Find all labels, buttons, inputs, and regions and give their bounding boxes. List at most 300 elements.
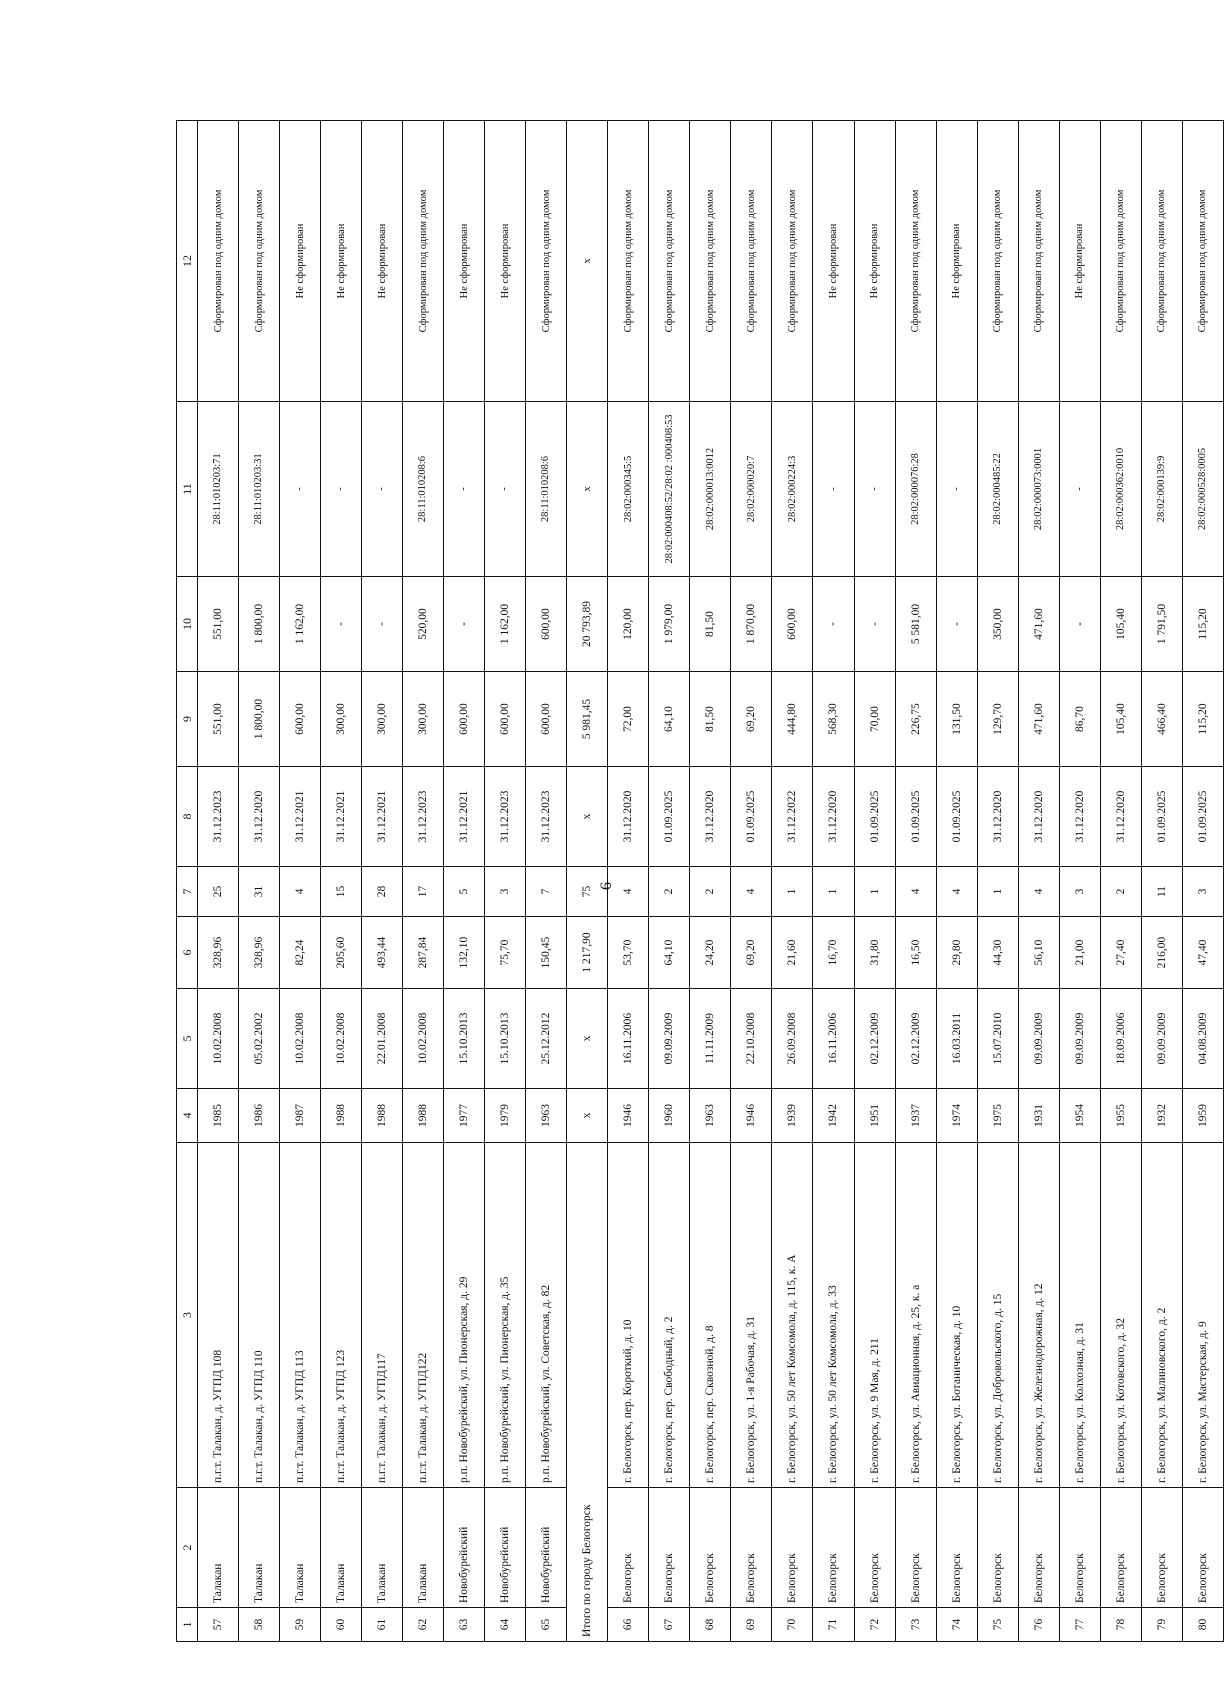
table-cell: 600,00 [772, 577, 813, 672]
table-cell: 1 [772, 867, 813, 917]
table-cell: Белогорск [1182, 1488, 1223, 1608]
table-cell: 2 [1100, 867, 1141, 917]
table-cell: 68 [690, 1608, 731, 1642]
table-cell: 31.12.2023 [485, 767, 526, 867]
table-cell: 1954 [1059, 1089, 1100, 1143]
subtotal-cell: x [567, 767, 608, 867]
table-cell: 29,80 [936, 917, 977, 989]
table-cell: 1963 [526, 1089, 567, 1143]
table-cell: 1 979,00 [649, 577, 690, 672]
table-cell: 63 [444, 1608, 485, 1642]
table-cell: - [1059, 577, 1100, 672]
table-cell: 15.07.2010 [977, 989, 1018, 1089]
table-cell: 1 [977, 867, 1018, 917]
column-number-header: 9 [177, 672, 198, 767]
table-cell: Талакан [362, 1488, 403, 1608]
table-cell: 216,00 [1141, 917, 1182, 989]
table-cell: 115,20 [1182, 577, 1223, 672]
table-cell: Сформирован под одним домом [1182, 121, 1223, 402]
table-cell: 73 [895, 1608, 936, 1642]
table-cell: Не сформирован [854, 121, 895, 402]
table-cell: - [813, 402, 854, 577]
table-cell: 04.08.2009 [1182, 989, 1223, 1089]
table-cell: 01.09.2025 [854, 767, 895, 867]
table-cell: Сформирован под одним домом [649, 121, 690, 402]
table-cell: 28:02:000139:9 [1141, 402, 1182, 577]
table-cell: Белогорск [649, 1488, 690, 1608]
table-cell: 5 [444, 867, 485, 917]
table-cell: г. Белогорск, ул. 9 Мая, д. 211 [854, 1143, 895, 1488]
table-cell: 1960 [649, 1089, 690, 1143]
table-cell: 18.09.2006 [1100, 989, 1141, 1089]
subtotal-cell: 20 793,89 [567, 577, 608, 672]
table-cell: 5 581,00 [895, 577, 936, 672]
subtotal-cell: 1 217,90 [567, 917, 608, 989]
table-cell: 1974 [936, 1089, 977, 1143]
table-cell: - [444, 402, 485, 577]
table-row [690, 121, 731, 1642]
table-cell: - [362, 577, 403, 672]
table-cell: Не сформирован [280, 121, 321, 402]
table-row [772, 121, 813, 1642]
column-number-header: 10 [177, 577, 198, 672]
table-cell: 22.01.2008 [362, 989, 403, 1089]
table-cell: 75 [977, 1608, 1018, 1642]
table-cell: 28:02:000528:0005 [1182, 402, 1223, 577]
table-cell: г. Белогорск, ул. Добровольского, д. 15 [977, 1143, 1018, 1488]
table-cell: Сформирован под одним домом [1018, 121, 1059, 402]
subtotal-cell: x [567, 121, 608, 402]
table-cell: - [280, 402, 321, 577]
table-cell: 300,00 [321, 672, 362, 767]
table-cell: 80 [1182, 1608, 1223, 1642]
table-cell: г. Белогорск, ул. Котовского, д. 32 [1100, 1143, 1141, 1488]
table-cell: 01.09.2025 [936, 767, 977, 867]
table-cell: 4 [1018, 867, 1059, 917]
column-number-header: 11 [177, 402, 198, 577]
table-cell: 31.12.2020 [813, 767, 854, 867]
table-row [1141, 121, 1182, 1642]
table-cell: 65 [526, 1608, 567, 1642]
table-cell: 31.12.2020 [1059, 767, 1100, 867]
table-row [1182, 121, 1223, 1642]
table-cell: 1 800,00 [239, 577, 280, 672]
table-cell: 57 [198, 1608, 239, 1642]
table-cell: Белогорск [936, 1488, 977, 1608]
table-cell: Сформирован под одним домом [1141, 121, 1182, 402]
table-cell: Сформирован под одним домом [608, 121, 649, 402]
table-cell: 15 [321, 867, 362, 917]
table-cell: 70 [772, 1608, 813, 1642]
table-cell: - [813, 577, 854, 672]
table-cell: 1979 [485, 1089, 526, 1143]
table-cell: 64 [485, 1608, 526, 1642]
table-cell: 1951 [854, 1089, 895, 1143]
table-cell: г. Белогорск, ул. Мастерская, д. 9 [1182, 1143, 1223, 1488]
table-cell: 1987 [280, 1089, 321, 1143]
table-cell: 25 [198, 867, 239, 917]
table-cell: 4 [895, 867, 936, 917]
column-number-header: 2 [177, 1488, 198, 1608]
subtotal-row [567, 121, 608, 1642]
subtotal-cell: x [567, 402, 608, 577]
table-cell: 64,10 [649, 917, 690, 989]
table-cell: 31.12.2020 [608, 767, 649, 867]
table-cell: 3 [1059, 867, 1100, 917]
table-cell: - [936, 577, 977, 672]
column-number-header: 3 [177, 1143, 198, 1488]
table-cell: 22.10.2008 [731, 989, 772, 1089]
table-row [362, 121, 403, 1642]
table-cell: Белогорск [813, 1488, 854, 1608]
table-cell: 16,50 [895, 917, 936, 989]
column-number-row [177, 121, 198, 1642]
table-cell: 471,60 [1018, 672, 1059, 767]
subtotal-cell: x [567, 1089, 608, 1143]
table-cell: 2 [649, 867, 690, 917]
table-cell: 28:02:000073:0001 [1018, 402, 1059, 577]
table-cell: 02.12.2009 [895, 989, 936, 1089]
table-cell: 01.09.2025 [649, 767, 690, 867]
table-cell: 28:02:000362:0010 [1100, 402, 1141, 577]
table-cell: Сформирован под одним домом [895, 121, 936, 402]
table-cell: 1963 [690, 1089, 731, 1143]
table-cell: 64,10 [649, 672, 690, 767]
page-number: 6 [598, 882, 615, 890]
table-row [649, 121, 690, 1642]
table-cell: 328,96 [198, 917, 239, 989]
table-cell: 1985 [198, 1089, 239, 1143]
table-cell: г. Белогорск, ул. Авиационная, д. 25, к. а [895, 1143, 936, 1488]
table-cell: 44,30 [977, 917, 1018, 989]
column-number-header: 12 [177, 121, 198, 402]
table-cell: 131,50 [936, 672, 977, 767]
table-cell: Сформирован под одним домом [198, 121, 239, 402]
table-cell: Белогорск [608, 1488, 649, 1608]
table-cell: 28:02:000485:22 [977, 402, 1018, 577]
table-cell: г. Белогорск, ул. Малиновского, д. 2 [1141, 1143, 1182, 1488]
table-cell: 471,60 [1018, 577, 1059, 672]
table-cell: 78 [1100, 1608, 1141, 1642]
table-row [731, 121, 772, 1642]
table-cell: р.п. Новобурейский, ул. Советская, д. 82 [526, 1143, 567, 1488]
table-cell: 31.12.2020 [977, 767, 1018, 867]
table-row [1018, 121, 1059, 1642]
table-cell: 10.02.2008 [198, 989, 239, 1089]
table-cell: Не сформирован [321, 121, 362, 402]
table-cell: 31.12.2020 [239, 767, 280, 867]
table-cell: 31.12.2021 [362, 767, 403, 867]
table-cell: 31.12.2021 [444, 767, 485, 867]
table-cell: 31,80 [854, 917, 895, 989]
table-cell: 61 [362, 1608, 403, 1642]
table-cell: Талакан [403, 1488, 444, 1608]
table-cell: 28:02:000408:52/28:02 :000408:53 [649, 402, 690, 577]
table-cell: г. Белогорск, ул. 50 лет Комсомола, д. 33 [813, 1143, 854, 1488]
table-cell: 31.12.2023 [198, 767, 239, 867]
table-cell: 1955 [1100, 1089, 1141, 1143]
table-cell: г. Белогорск, ул. Ботаническая, д. 10 [936, 1143, 977, 1488]
table-cell: Талакан [280, 1488, 321, 1608]
table-cell: 01.09.2025 [1182, 767, 1223, 867]
table-cell: 4 [936, 867, 977, 917]
column-number-header: 1 [177, 1608, 198, 1642]
table-cell: 1 162,00 [280, 577, 321, 672]
table-cell: 28:11:010208:6 [526, 402, 567, 577]
table-cell: Белогорск [1018, 1488, 1059, 1608]
table-row [198, 121, 239, 1642]
table-cell: 28:02:000076:28 [895, 402, 936, 577]
table-cell: 28:02:000345:5 [608, 402, 649, 577]
table-cell: 466,40 [1141, 672, 1182, 767]
table-cell: 69 [731, 1608, 772, 1642]
table-cell: 21,00 [1059, 917, 1100, 989]
table-cell: п.г.т. Талакан, д. УГПД122 [403, 1143, 444, 1488]
table-cell: 69,20 [731, 672, 772, 767]
table-cell: 15.10.2013 [485, 989, 526, 1089]
table-cell: 11 [1141, 867, 1182, 917]
table-cell: 205,60 [321, 917, 362, 989]
table-cell: 71 [813, 1608, 854, 1642]
table-cell: Не сформирован [936, 121, 977, 402]
table-cell: 28:11:010208:6 [403, 402, 444, 577]
table-cell: Талакан [239, 1488, 280, 1608]
table-cell: 17 [403, 867, 444, 917]
table-cell: 31.12.2020 [1018, 767, 1059, 867]
table-cell: 16,70 [813, 917, 854, 989]
table-cell: 328,96 [239, 917, 280, 989]
table-cell: 81,50 [690, 672, 731, 767]
table-cell: 09.09.2009 [1141, 989, 1182, 1089]
table-cell: 31 [239, 867, 280, 917]
table-cell: Талакан [198, 1488, 239, 1608]
table-cell: Не сформирован [362, 121, 403, 402]
table-cell: Не сформирован [444, 121, 485, 402]
table-cell: 115,20 [1182, 672, 1223, 767]
table-cell: 01.09.2025 [1141, 767, 1182, 867]
table-cell: 493,44 [362, 917, 403, 989]
table-cell: Сформирован под одним домом [403, 121, 444, 402]
table-cell: г. Белогорск, пер. Сквозной, д. 8 [690, 1143, 731, 1488]
table-cell: 1937 [895, 1089, 936, 1143]
table-cell: 01.09.2025 [895, 767, 936, 867]
table-cell: 287,84 [403, 917, 444, 989]
table-cell: 1988 [362, 1089, 403, 1143]
table-cell: Белогорск [1100, 1488, 1141, 1608]
table-cell: 82,24 [280, 917, 321, 989]
table-cell: Сформирован под одним домом [731, 121, 772, 402]
table-row [239, 121, 280, 1642]
table-cell: р.п. Новобурейский, ул. Пионерская, д. 29 [444, 1143, 485, 1488]
column-number-header: 7 [177, 867, 198, 917]
table-row [403, 121, 444, 1642]
table-cell: - [485, 402, 526, 577]
table-cell: Новобурейский [485, 1488, 526, 1608]
table-cell: 4 [608, 867, 649, 917]
table-cell: - [321, 402, 362, 577]
table-cell: 02.12.2009 [854, 989, 895, 1089]
table-cell: - [362, 402, 403, 577]
table-row [936, 121, 977, 1642]
table-row [977, 121, 1018, 1642]
table-cell: Не сформирован [813, 121, 854, 402]
table-cell: 86,70 [1059, 672, 1100, 767]
table-cell: Белогорск [690, 1488, 731, 1608]
table-cell: 47,40 [1182, 917, 1223, 989]
table-cell: 31.12.2020 [690, 767, 731, 867]
table-cell: 53,70 [608, 917, 649, 989]
table-cell: 01.09.2025 [731, 767, 772, 867]
table-cell: - [321, 577, 362, 672]
table-cell: п.г.т. Талакан, д. УГПД 110 [239, 1143, 280, 1488]
table-cell: 10.02.2008 [280, 989, 321, 1089]
table-cell: Сформирован под одним домом [526, 121, 567, 402]
table-cell: Сформирован под одним домом [772, 121, 813, 402]
table-cell: Белогорск [1059, 1488, 1100, 1608]
table-cell: 28:02:000224:3 [772, 402, 813, 577]
table-cell: 1 870,00 [731, 577, 772, 672]
table-cell: г. Белогорск, ул. 1-я Рабочая, д. 31 [731, 1143, 772, 1488]
table-cell: 16.03.2011 [936, 989, 977, 1089]
table-cell: Новобурейский [444, 1488, 485, 1608]
column-number-header: 6 [177, 917, 198, 989]
table-cell: Не сформирован [485, 121, 526, 402]
table-cell: 26.09.2008 [772, 989, 813, 1089]
table-cell: 70,00 [854, 672, 895, 767]
table-cell: - [854, 402, 895, 577]
table-cell: 67 [649, 1608, 690, 1642]
table-cell: 132,10 [444, 917, 485, 989]
table-cell: г. Белогорск, ул. Железнодорожная, д. 12 [1018, 1143, 1059, 1488]
table-cell: 600,00 [280, 672, 321, 767]
table-cell: Белогорск [895, 1488, 936, 1608]
table-cell: 1939 [772, 1089, 813, 1143]
table-cell: 1988 [321, 1089, 362, 1143]
table-cell: 62 [403, 1608, 444, 1642]
table-cell: 28:11:010203:31 [239, 402, 280, 577]
table-cell: 28:11:010203:71 [198, 402, 239, 577]
table-body [198, 121, 1224, 1642]
table-cell: 1 [854, 867, 895, 917]
table-cell: 350,00 [977, 577, 1018, 672]
column-number-header: 5 [177, 989, 198, 1089]
table-row [1059, 121, 1100, 1642]
table-cell: 1931 [1018, 1089, 1059, 1143]
table-cell: 28:02:000020:7 [731, 402, 772, 577]
table-cell: Новобурейский [526, 1488, 567, 1608]
table-cell: 16.11.2006 [813, 989, 854, 1089]
table-cell: 1942 [813, 1089, 854, 1143]
table-cell: 551,00 [198, 672, 239, 767]
table-cell: 600,00 [485, 672, 526, 767]
table-cell: 1946 [608, 1089, 649, 1143]
table-cell: 600,00 [444, 672, 485, 767]
table-cell: 09.09.2009 [649, 989, 690, 1089]
table-cell: Сформирован под одним домом [239, 121, 280, 402]
table-cell: 05.02.2002 [239, 989, 280, 1089]
table-cell: 568,30 [813, 672, 854, 767]
table-cell: 105,40 [1100, 577, 1141, 672]
table-cell: 444,80 [772, 672, 813, 767]
table-row [813, 121, 854, 1642]
table-cell: 58 [239, 1608, 280, 1642]
rotated-table-wrapper [176, 121, 1224, 1642]
table-cell: 72,00 [608, 672, 649, 767]
table-cell: п.г.т. Талакан, д. УГПД 108 [198, 1143, 239, 1488]
table-cell: п.г.т. Талакан, д. УГПД 123 [321, 1143, 362, 1488]
table-cell: 1959 [1182, 1089, 1223, 1143]
table-cell: 600,00 [526, 672, 567, 767]
table-cell: 1 [813, 867, 854, 917]
column-number-header: 8 [177, 767, 198, 867]
table-cell: Белогорск [977, 1488, 1018, 1608]
table-cell: 56,10 [1018, 917, 1059, 989]
table-cell: 105,40 [1100, 672, 1141, 767]
table-cell: 09.09.2009 [1018, 989, 1059, 1089]
table-cell: 77 [1059, 1608, 1100, 1642]
table-cell: 300,00 [403, 672, 444, 767]
table-cell: 66 [608, 1608, 649, 1642]
table-cell: 600,00 [526, 577, 567, 672]
table-cell: 24,20 [690, 917, 731, 989]
table-cell: г. Белогорск, пер. Короткий, д. 10 [608, 1143, 649, 1488]
table-cell: - [1059, 402, 1100, 577]
table-cell: 1 800,00 [239, 672, 280, 767]
table-cell: 15.10.2013 [444, 989, 485, 1089]
table-cell: 28 [362, 867, 403, 917]
table-row [444, 121, 485, 1642]
subtotal-cell: x [567, 989, 608, 1089]
table-cell: 11.11.2009 [690, 989, 731, 1089]
table-cell: 1946 [731, 1089, 772, 1143]
table-row [526, 121, 567, 1642]
table-cell: п.г.т. Талакан, д. УГПД117 [362, 1143, 403, 1488]
table-cell: Сформирован под одним домом [977, 121, 1018, 402]
housing-table [176, 120, 1224, 1642]
table-cell: 551,00 [198, 577, 239, 672]
table-cell: 1977 [444, 1089, 485, 1143]
table-cell: 59 [280, 1608, 321, 1642]
table-cell: 09.09.2009 [1059, 989, 1100, 1089]
subtotal-cell: 5 981,45 [567, 672, 608, 767]
table-cell: 10.02.2008 [403, 989, 444, 1089]
table-cell: 129,70 [977, 672, 1018, 767]
table-cell: 16.11.2006 [608, 989, 649, 1089]
table-cell: 25.12.2012 [526, 989, 567, 1089]
table-cell: 21,60 [772, 917, 813, 989]
table-cell: 75,70 [485, 917, 526, 989]
table-cell: п.г.т. Талакан, д. УГПД 113 [280, 1143, 321, 1488]
table-cell: 4 [280, 867, 321, 917]
table-cell: 31.12.2020 [1100, 767, 1141, 867]
table-cell: 31.12.2021 [280, 767, 321, 867]
table-cell: 27,40 [1100, 917, 1141, 989]
table-cell: 69,20 [731, 917, 772, 989]
subtotal-cell: 75 [567, 867, 608, 917]
table-cell: 72 [854, 1608, 895, 1642]
table-cell: 520,00 [403, 577, 444, 672]
table-cell: г. Белогорск, ул. Колхозная, д. 31 [1059, 1143, 1100, 1488]
table-cell: 10.02.2008 [321, 989, 362, 1089]
table-cell: г. Белогорск, пер. Свободный, д. 2 [649, 1143, 690, 1488]
table-cell: Белогорск [772, 1488, 813, 1608]
subtotal-label: Итого по городу Белогорск [567, 1143, 608, 1642]
table-cell: 31.12.2023 [403, 767, 444, 867]
table-cell: Сформирован под одним домом [1100, 121, 1141, 402]
table-row [280, 121, 321, 1642]
table-row [895, 121, 936, 1642]
table-cell: - [936, 402, 977, 577]
